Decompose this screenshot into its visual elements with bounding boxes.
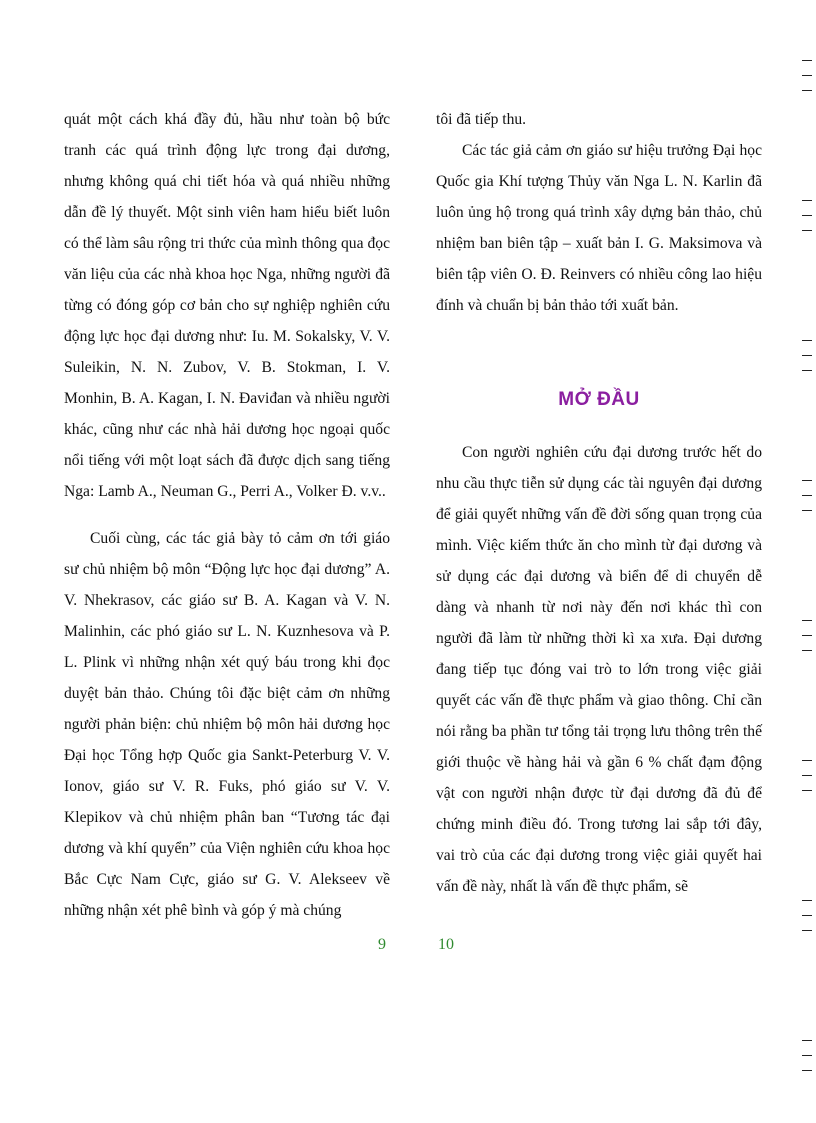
right-paragraph-thanks: Các tác giả cảm ơn giáo sư hiệu trưởng Đại học Quốc gia Khí tượng Thủy văn Nga L. N. Karlin đã luôn ủng hộ trong quá trình xây dựng bản thảo, chủ nhiệm ban biên tập – xuất bản I. G. Maksimova và biên tập viên O. Đ. Reinvers có nhiều công lao hiệu đính và chuẩn bị bản thảo tới xuất bản. [436, 142, 762, 314]
right-paragraph-continued: tôi đã tiếp thu. [436, 111, 527, 128]
crop-marks [802, 0, 814, 1123]
right-paragraph-intro: Con người nghiên cứu đại dương trước hết do nhu cầu thực tiễn sử dụng các tài nguyên đại dương để giải quyết những vấn đề đời sống quan trọng của mình. Việc kiếm thức ăn cho mình từ đại dương và sử dụng các đại dương và biển để di chuyển dễ dàng và nhanh từ nơi này đến nơi khác thì con người đã làm từ những thời kì xa xưa. Đại dương đang tiếp tục đóng vai trò to lớn trong việc giải quyết các vấn đề thực phẩm và giao thông. Chỉ cần nói rằng ba phần tư tổng tải trọng lưu thông trên thế giới thuộc về hàng hải và gần 6 % chất đạm động vật con người nhận được từ đại dương đã đủ để chứng minh điều đó. Trong tương lai sắp tới đây, vai trò của các đại dương trong việc giải quyết hai vấn đề này, nhất là vấn đề thực phẩm, sẽ [436, 444, 762, 895]
left-paragraph-2: Cuối cùng, các tác giả bày tỏ cảm ơn tới giáo sư chủ nhiệm bộ môn “Động lực học đại dương” A. V. Nhekrasov, các giáo sư B. A. Kagan và V. N. Malinhin, các phó giáo sư L. N. Kuznhesova và P. L. Plink vì những nhận xét quý báu trong khi đọc duyệt bản thảo. Chúng tôi đặc biệt cảm ơn những người phản biện: chủ nhiệm bộ môn hải dương học Đại học Tổng hợp Quốc gia Sankt-Peterburg V. V. Ionov, giáo sư V. R. Fuks, phó giáo sư V. V. Klepikov và chủ nhiệm phân ban “Tương tác đại dương và khí quyển” của Viện nghiên cứu khoa học Bắc Cực Nam Cực, giáo sư G. V. Alekseev về những nhận xét phê bình và góp ý mà chúng [64, 530, 390, 919]
left-page-column [64, 104, 390, 926]
right-page-column [436, 104, 762, 902]
left-paragraph-1: quát một cách khá đầy đủ, hầu như toàn bộ bức tranh các quá trình động lực trong đại dương, nhưng không quá chi tiết hóa và quá nhiều những dẫn đề lý thuyết. Một sinh viên ham hiểu biết luôn có thể làm sâu rộng tri thức của mình thông qua đọc văn liệu của các nhà khoa học Nga, những người đã từng có đóng góp cơ bản cho sự nghiệp nghiên cứu động lực học đại dương như: Iu. M. Sokalsky, V. V. Suleikin, N. N. Zubov, V. B. Stokman, I. V. Monhin, B. A. Kagan, I. N. Đaviđan và nhiều người khác, cũng như các nhà hải dương học ngoại quốc nổi tiếng với một loạt sách đã được dịch sang tiếng Nga: Lamb A., Neuman G., Perri A., Volker Đ. v.v.. [64, 111, 390, 500]
page-number-left: 9 [378, 936, 386, 953]
page-number-right: 10 [438, 936, 454, 953]
section-heading: MỞ ĐẦU [558, 389, 640, 410]
